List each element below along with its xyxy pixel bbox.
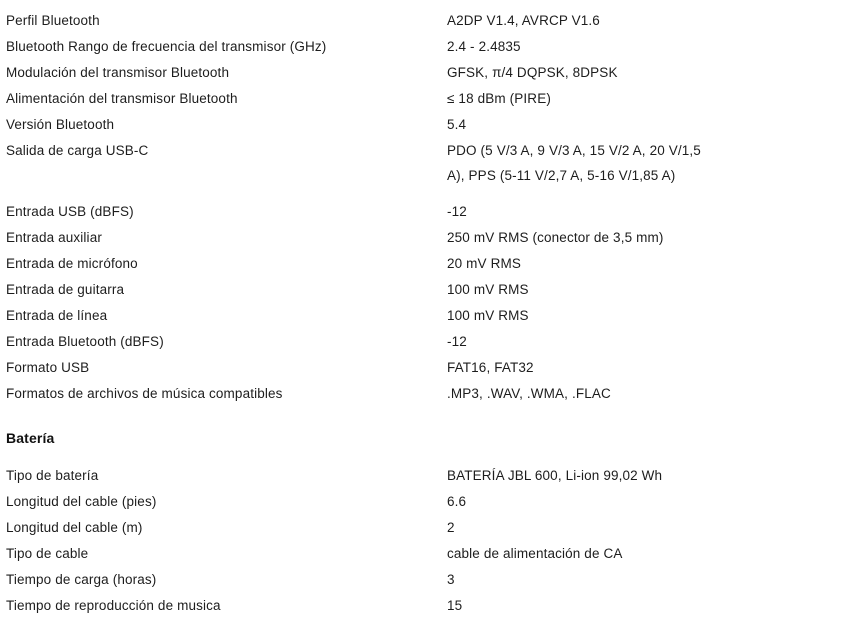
spec-label: Tipo de cable xyxy=(6,546,89,561)
spec-row xyxy=(0,34,842,60)
spec-value: 100 mV RMS xyxy=(447,308,529,323)
spec-label: Formato USB xyxy=(6,360,90,375)
spec-value: 2 xyxy=(447,520,455,535)
spec-value: 5.4 xyxy=(447,117,467,132)
spec-value: A2DP V1.4, AVRCP V1.6 xyxy=(447,13,600,28)
spec-value: BATERÍA JBL 600, Li-ion 99,02 Wh xyxy=(447,468,663,483)
spec-row xyxy=(0,489,842,515)
spec-label: Tiempo de reproducción de musica xyxy=(6,598,221,613)
group-separator xyxy=(0,188,842,199)
spec-row xyxy=(0,463,842,489)
spec-label: Longitud del cable (pies) xyxy=(6,494,157,509)
spec-row xyxy=(0,138,842,188)
spec-row xyxy=(0,277,842,303)
spec-row xyxy=(0,541,842,567)
spec-row xyxy=(0,593,842,619)
spec-label: Alimentación del transmisor Bluetooth xyxy=(6,91,238,106)
section-heading-spacer xyxy=(0,451,842,463)
spec-row xyxy=(0,225,842,251)
spec-row xyxy=(0,112,842,138)
spec-label: Entrada Bluetooth (dBFS) xyxy=(6,334,164,349)
spec-label: Tipo de batería xyxy=(6,468,99,483)
spec-row xyxy=(0,60,842,86)
spec-row xyxy=(0,329,842,355)
spec-value: PDO (5 V/3 A, 9 V/3 A, 15 V/2 A, 20 V/1,5 A), PPS (5-11 V/2,7 A, 5-16 V/1,85 A) xyxy=(447,143,701,183)
spec-row xyxy=(0,355,842,381)
section-separator xyxy=(0,407,842,425)
spec-row xyxy=(0,86,842,112)
spec-value: FAT16, FAT32 xyxy=(447,360,534,375)
spec-value: .MP3, .WAV, .WMA, .FLAC xyxy=(447,386,611,401)
spec-value: GFSK, π/4 DQPSK, 8DPSK xyxy=(447,65,618,80)
spec-row xyxy=(0,515,842,541)
spec-value: 100 mV RMS xyxy=(447,282,529,297)
spec-row xyxy=(0,251,842,277)
spec-label: Versión Bluetooth xyxy=(6,117,115,132)
spec-value: 3 xyxy=(447,572,455,587)
spec-label: Perfil Bluetooth xyxy=(6,13,100,28)
spec-value: 2.4 - 2.4835 xyxy=(447,39,521,54)
spec-value: cable de alimentación de CA xyxy=(447,546,623,561)
spec-value: 6.6 xyxy=(447,494,467,509)
spec-value: ≤ 18 dBm (PIRE) xyxy=(447,91,551,106)
spec-value: 20 mV RMS xyxy=(447,256,521,271)
spec-label: Formatos de archivos de música compatibles xyxy=(6,386,283,401)
spec-label: Entrada de línea xyxy=(6,308,108,323)
spec-label: Modulación del transmisor Bluetooth xyxy=(6,65,230,80)
spec-label: Salida de carga USB-C xyxy=(6,143,149,158)
spec-label: Entrada de micrófono xyxy=(6,256,138,271)
spec-label: Entrada USB (dBFS) xyxy=(6,204,134,219)
spec-row xyxy=(0,567,842,593)
spec-row xyxy=(0,381,842,407)
spec-value: 15 xyxy=(447,598,463,613)
spec-label: Tiempo de carga (horas) xyxy=(6,572,157,587)
spec-group xyxy=(0,199,842,407)
spec-label: Entrada auxiliar xyxy=(6,230,102,245)
spec-row xyxy=(0,303,842,329)
spec-value: -12 xyxy=(447,334,467,349)
spec-value: -12 xyxy=(447,204,467,219)
spec-group xyxy=(0,425,842,619)
spec-row xyxy=(0,199,842,225)
spec-label: Longitud del cable (m) xyxy=(6,520,143,535)
spec-label: Bluetooth Rango de frecuencia del transmisor (GHz) xyxy=(6,39,327,54)
spec-row xyxy=(0,8,842,34)
section-heading: Batería xyxy=(6,430,55,446)
spec-label: Entrada de guitarra xyxy=(6,282,125,297)
spec-value: 250 mV RMS (conector de 3,5 mm) xyxy=(447,230,664,245)
spec-group xyxy=(0,8,842,188)
